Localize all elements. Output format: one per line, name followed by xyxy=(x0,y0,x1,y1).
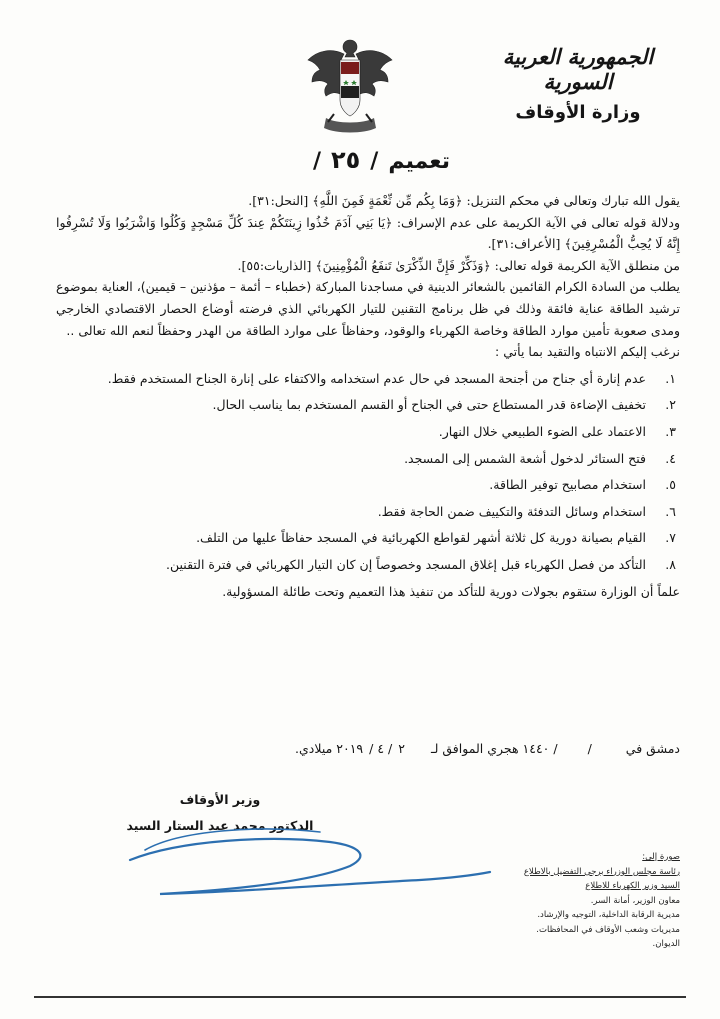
list-item: ١. عدم إنارة أي جناح من أجنحة المسجد في حال عدم استخدامه والاكتفاء على إنارة الجناح المستخدم فقط. xyxy=(107,370,676,386)
copies-list xyxy=(430,850,680,952)
syrian-eagle-emblem-icon xyxy=(304,30,396,142)
list-item: ٨. التأكد من فصل الكهرباء قبل إغلاق المسجد وخصوصاً إن كان التيار الكهربائي في فترة التقنين. xyxy=(166,556,676,572)
verse-paragraph: ودلالة قوله تعالى في الآية الكريمة على عدم الإسراف: ﴿يَا بَنِي آدَمَ خُذُوا زِينَتَكُمْ عِندَ كُلِّ مَسْجِدٍ وَكُلُوا وَاشْرَبُوا وَلَا تُسْرِفُوا إِنَّهُ لَا يُحِبُّ الْمُسْرِفِينَ﴾ [الأعراف:٣١]. xyxy=(56,214,680,252)
date-gregorian-year: ٢٠١٩ ميلادي. xyxy=(295,741,364,756)
circular-label: تعميم xyxy=(388,149,450,174)
letterhead xyxy=(468,44,688,123)
circular-number xyxy=(313,146,450,174)
list-item: ٢. تخفيف الإضاءة قدر المستطاع حتى في الجناح أو القسم المستخدم بما يناسب الحال. xyxy=(212,397,676,413)
date-hijri: / ١٤٤٠ هجري الموافق لـ xyxy=(430,741,558,756)
list-item: ٣. الاعتماد على الضوء الطبيعي خلال النهار. xyxy=(438,423,676,439)
circular-number-value: ٢٥ xyxy=(330,146,361,174)
copy-line: مديريات وشعب الأوقاف في المحافظات. xyxy=(536,924,680,935)
instructions-intro: نرغب إليكم الانتباه والتقيد بما يأتي : xyxy=(495,344,680,360)
list-item: ٥. استخدام مصابيح توفير الطاقة. xyxy=(489,477,676,493)
letter-body xyxy=(56,190,680,602)
list-item: ٤. فتح الستائر لدخول أشعة الشمس إلى المسجد. xyxy=(404,450,676,466)
date-hijri-slash: / xyxy=(587,741,592,756)
circular-slash: / xyxy=(370,149,379,174)
date-city: دمشق في xyxy=(625,741,680,756)
verse-paragraph: من منطلق الآية الكريمة قوله تعالى: ﴿وَذَكِّرْ فَإِنَّ الذِّكْرَىٰ تَنفَعُ الْمُؤْمِنِينَ﴾ [الذاريات:٥٥]. xyxy=(237,257,680,273)
copies-heading: صورة إلى: xyxy=(642,852,680,862)
copy-line: معاون الوزير، أمانة السر. xyxy=(590,895,680,906)
ministry-name: وزارة الأوقاف xyxy=(515,102,641,123)
circular-slash: / xyxy=(312,149,321,174)
verse-paragraph: يقول الله تبارك وتعالى في محكم التنزيل: ﴿وَمَا بِكُم مِّن نِّعْمَةٍ فَمِنَ اللَّهِ﴾ [النحل:٣١]. xyxy=(248,193,680,208)
list-item: ٧. القيام بصيانة دورية كل ثلاثة أشهر لقواطع الكهربائية في المسجد حفاظاً عليها من التلف. xyxy=(196,530,676,546)
closing-paragraph: علماً أن الوزارة ستقوم بجولات دورية للتأكد من تنفيذ هذا التعميم وتحت طائلة المسؤولية. xyxy=(222,583,680,599)
list-item: ٦. استخدام وسائل التدفئة والتكييف ضمن الحاجة فقط. xyxy=(377,503,676,519)
copy-line: السيد وزير الكهرباء للاطلاع xyxy=(585,881,680,891)
request-paragraph: يطلب من السادة الكرام القائمين بالشعائر الدينية في مساجدنا المباركة (خطباء – أئمة – مؤذنين – قيمين)، العناية بموضوع ترشيد الطاقة عناية فائقة وذلك في ظل برنامج التقنين للتيار الكهربائي الذي فرضته أوضاع الحصار الاقتصادي الخارجي ومدى صعوبة تأمين موارد الطاقة وخاصة الكهرباء والوقود، وحفاظاً على موارد الطاقة من الهدر وحفظاً لنعم الله تعالى .. xyxy=(56,279,680,338)
copy-line: مديرية الرقابة الداخلية، التوجيه والإرشاد. xyxy=(537,910,680,920)
signatory-title: وزير الأوقاف xyxy=(179,792,261,807)
republic-name: الجمهورية العربية السورية xyxy=(502,44,654,94)
instructions-list xyxy=(56,368,680,576)
date-gregorian-month: / ٤ / xyxy=(369,741,393,756)
date-gregorian-day: ٢ xyxy=(398,741,405,756)
bottom-divider xyxy=(34,996,686,998)
copy-line: رئاسة مجلس الوزراء برجى التفضيل بالاطلاع xyxy=(523,866,680,877)
date-line xyxy=(295,741,680,756)
copy-line: الديوان. xyxy=(652,939,680,949)
signatory-name: الدكتور محمد عبد الستار السيد xyxy=(126,818,314,833)
